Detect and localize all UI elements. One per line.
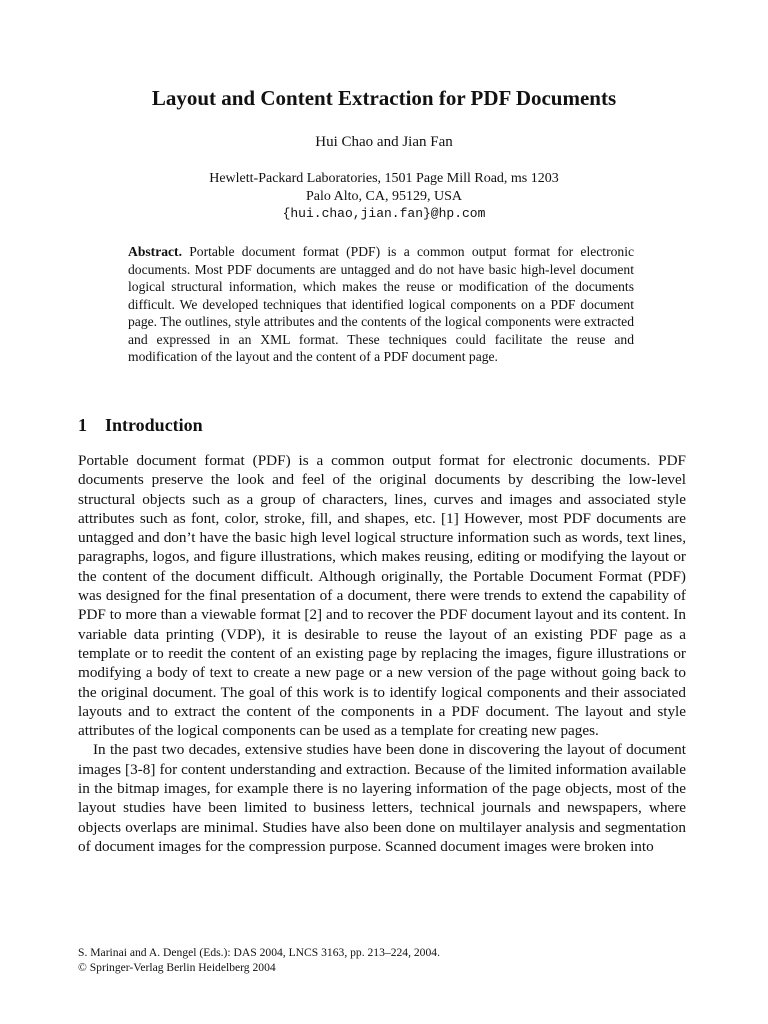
section-title: Introduction [105,415,203,435]
abstract-label: Abstract. [128,244,182,259]
page-footer [78,945,686,975]
paper-title: Layout and Content Extraction for PDF Documents [151,86,617,110]
section-heading [78,415,203,436]
footer-copyright: © Springer-Verlag Berlin Heidelberg 2004 [78,961,276,974]
abstract-text: Portable document format (PDF) is a common output format for electronic documents. Most PDF documents are untagged and do not have basic high-level document logical structural information, which makes the reuse or modification of the documents difficult. We developed techniques that identified logical components on a PDF document page. The outlines, style attributes and the contents of the logical components were extracted and expressed in an XML format. These techniques could facilitate the reuse and modification of the layout and the content of a PDF document page. [128,244,635,364]
section-body [78,451,686,856]
author-names: Hui Chao and Jian Fan [315,134,453,150]
affiliation-line-2: Palo Alto, CA, 95129, USA [306,188,462,204]
paragraph: Portable document format (PDF) is a common output format for electronic documents. PDF documents preserve the look and feel of the original documents by describing the low-level structural objects such as a group of characters, lines, curves and images and associated style attributes such as font, color, stroke, fill, and shapes, etc. [1] However, most PDF documents are untagged and don’t have the basic high level logical structure information such as words, text lines, paragraphs, logos, and figure illustrations, which makes reusing, editing or modifying the layout or the content of the document difficult. Although originally, the Portable Document Format (PDF) was designed for the final presentation of a document, there were trends to extend the capability of PDF to more than a viewable format [2] and to recover the PDF document layout and its content. In variable data printing (VDP), it is desirable to reuse the layout of an existing PDF page as a template or to reedit the content of an existing page by replacing the images, figure illustrations or modifying a body of text to create a new page or a new version of the page without going back to the original document. The goal of this work is to identify logical components and their associated layouts and to extract the content of the components in a PDF document. The layout and style attributes of the logical components can be used as a template for creating new pages. [78,452,686,740]
footer-citation: S. Marinai and A. Dengel (Eds.): DAS 2004, LNCS 3163, pp. 213–224, 2004. [78,946,440,959]
section-number: 1 [78,415,87,435]
author-email: {hui.chao,jian.fan}@hp.com [282,206,486,221]
affiliation-block [0,170,768,223]
abstract [128,243,634,366]
paragraph: In the past two decades, extensive studies have been done in discovering the layout of document images [3-8] for content understanding and extraction. Because of the limited information available in the bitmap images, for example there is no layering information of the page objects, most of the layout studies have been limited to business letters, technical journals and newspapers, where objects overlaps are minimal. Studies have also been done on multilayer analysis and segmentation of document images for the compression purpose. Scanned document images were broken into [78,741,686,855]
affiliation-line-1: Hewlett-Packard Laboratories, 1501 Page Mill Road, ms 1203 [209,171,559,186]
